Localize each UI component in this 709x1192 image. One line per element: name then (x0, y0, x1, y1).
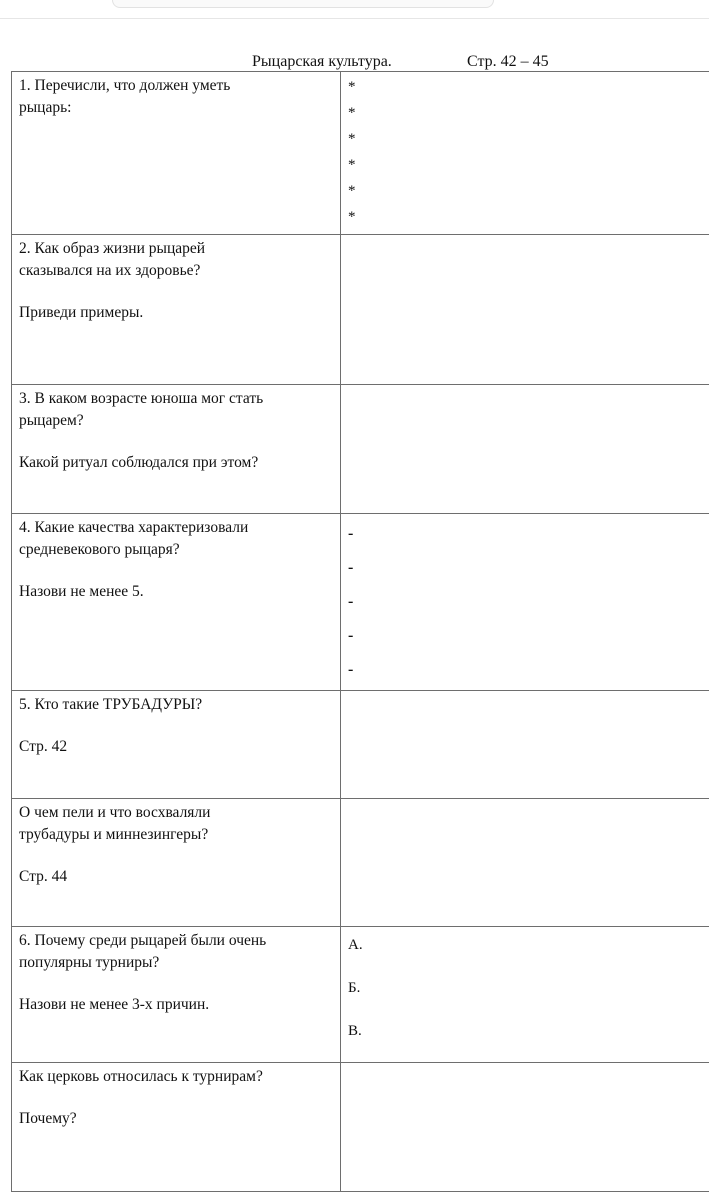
question-cell (12, 1063, 341, 1192)
document-header (0, 52, 709, 72)
question-line: 3. В каком возрасте юноша мог стать (19, 388, 333, 410)
bullet-mark: * (348, 179, 709, 205)
answer-cell[interactable] (341, 1063, 709, 1192)
answer-cell[interactable] (341, 691, 709, 799)
bullet-mark: * (348, 205, 709, 231)
letter-mark: А. (348, 930, 709, 973)
table-row (12, 1063, 709, 1192)
bullet-mark: * (348, 127, 709, 153)
question-cell (12, 514, 341, 691)
answer-cell[interactable] (341, 235, 709, 385)
answer-dashes (348, 517, 709, 687)
answer-cell[interactable] (341, 72, 709, 235)
table-row (12, 927, 709, 1063)
page-range: Стр. 42 – 45 (467, 52, 549, 72)
question-cell (12, 235, 341, 385)
dash-mark: - (348, 517, 709, 551)
question-line: рыцарем? (19, 410, 333, 432)
table-row (12, 691, 709, 799)
browser-top-bar (0, 0, 709, 19)
dash-mark: - (348, 653, 709, 687)
question-line: средневекового рыцаря? (19, 539, 333, 561)
worksheet-table (11, 71, 709, 1192)
question-line: 6. Почему среди рыцарей были очень (19, 930, 333, 952)
bullet-mark: * (348, 153, 709, 179)
table-row (12, 72, 709, 235)
question-line: сказывался на их здоровье? (19, 260, 333, 282)
dash-mark: - (348, 619, 709, 653)
table-row (12, 385, 709, 514)
question-line: популярны турниры? (19, 952, 333, 974)
question-line: 1. Перечисли, что должен уметь (19, 75, 333, 97)
letter-mark: В. (348, 1016, 709, 1059)
question-cell (12, 927, 341, 1063)
dash-mark: - (348, 585, 709, 619)
question-line: рыцарь: (19, 97, 333, 119)
letter-mark: Б. (348, 973, 709, 1016)
question-note: Почему? (19, 1108, 333, 1130)
question-line: 4. Какие качества характеризовали (19, 517, 333, 539)
question-cell (12, 385, 341, 514)
question-note: Приведи примеры. (19, 302, 333, 324)
dash-mark: - (348, 551, 709, 585)
question-line: О чем пели и что восхваляли (19, 802, 333, 824)
bullet-mark: * (348, 75, 709, 101)
question-note: Какой ритуал соблюдался при этом? (19, 452, 333, 474)
table-row (12, 235, 709, 385)
question-line: 5. Кто такие ТРУБАДУРЫ? (19, 694, 333, 716)
question-line: 2. Как образ жизни рыцарей (19, 238, 333, 260)
answer-bullets (348, 75, 709, 231)
answer-cell[interactable] (341, 927, 709, 1063)
question-note: Назови не менее 5. (19, 581, 333, 603)
answer-letters (348, 930, 709, 1059)
table-row (12, 514, 709, 691)
table-row (12, 799, 709, 927)
answer-cell[interactable] (341, 385, 709, 514)
answer-cell[interactable] (341, 514, 709, 691)
question-line: трубадуры и миннезингеры? (19, 824, 333, 846)
question-cell (12, 72, 341, 235)
question-note: Назови не менее 3-х причин. (19, 994, 333, 1016)
document-title: Рыцарская культура. (252, 52, 392, 72)
bullet-mark: * (348, 101, 709, 127)
question-cell (12, 691, 341, 799)
question-cell (12, 799, 341, 927)
question-note: Стр. 42 (19, 736, 333, 758)
question-line: Как церковь относилась к турнирам? (19, 1066, 333, 1088)
question-note: Стр. 44 (19, 866, 333, 888)
answer-cell[interactable] (341, 799, 709, 927)
address-bar-fragment (112, 0, 494, 8)
